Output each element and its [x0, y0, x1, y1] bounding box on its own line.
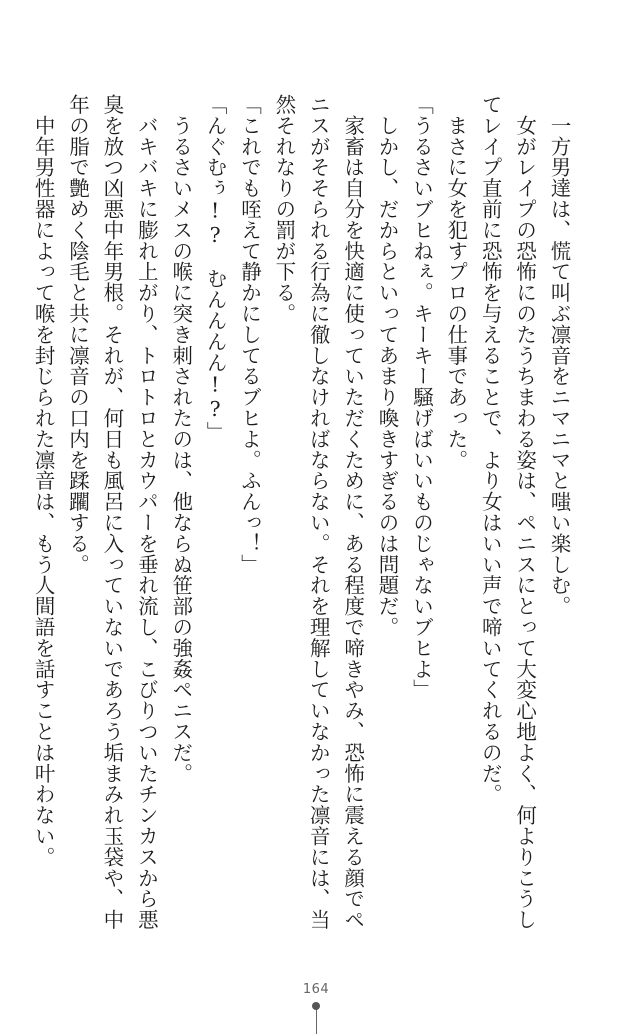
- vertical-text-body: [26, 94, 576, 974]
- folio-ornament-icon: [312, 1002, 320, 1034]
- text-line: ニスがそそられる行為に徹しなければならない。それを理解していなかった凛音には、当: [306, 94, 331, 930]
- page-footer: [0, 980, 632, 998]
- text-line: 家畜は自分を快適に使っていただくために、ある程度で啼きやみ、恐怖に震える顔でペ: [340, 94, 365, 930]
- text-line: まさに女を犯すプロの仕事であった。: [443, 94, 468, 471]
- text-line: しかし、だからといってあまり喚きすぎるのは問題だ。: [375, 94, 400, 638]
- text-line: てレイプ直前に恐怖を与えることで、より女はいい声で啼いてくれるのだ。: [478, 94, 503, 805]
- ornament-line: [316, 1008, 317, 1034]
- text-line: 然それなりの罰が下る。: [271, 94, 296, 324]
- text-line: 「んぐむぅ!? むんんんん!?」: [203, 94, 228, 443]
- text-line: 一方男達は、慌て叫ぶ凛音をニマニマと嗤い楽しむ。: [547, 94, 571, 617]
- text-line: うるさいメスの喉に突き刺されたのは、他ならぬ笹部の強姦ペニスだ。: [168, 94, 193, 784]
- ornament-dot: [312, 1002, 320, 1010]
- text-line: 「これでも咥えて静かにしてるブヒよ。ふんっ！」: [237, 94, 262, 575]
- text-line: 年の脂で艶めく陰毛と共に凛音の口内を蹂躙する。: [65, 94, 90, 575]
- page-number: 164: [302, 982, 330, 997]
- text-line: 「うるさいブヒねぇ。キーキー騒げばいいものじゃないブヒよ」: [409, 94, 434, 701]
- text-line: バキバキに膨れ上がり、トロトロとカウパーを垂れ流し、こびりついたチンカスから悪: [134, 94, 159, 930]
- text-line: 臭を放つ凶悪中年男根。それが、何日も風呂に入っていないであろう垢まみれ玉袋や、中: [99, 94, 124, 930]
- text-line: 女がレイプの恐怖にのたうちまわる姿は、ペニスにとって大変心地よく、何よりこうし: [512, 94, 537, 930]
- text-line: 中年男性器によって喉を封じられた凛音は、もう人間語を話すことは叶わない。: [31, 94, 56, 868]
